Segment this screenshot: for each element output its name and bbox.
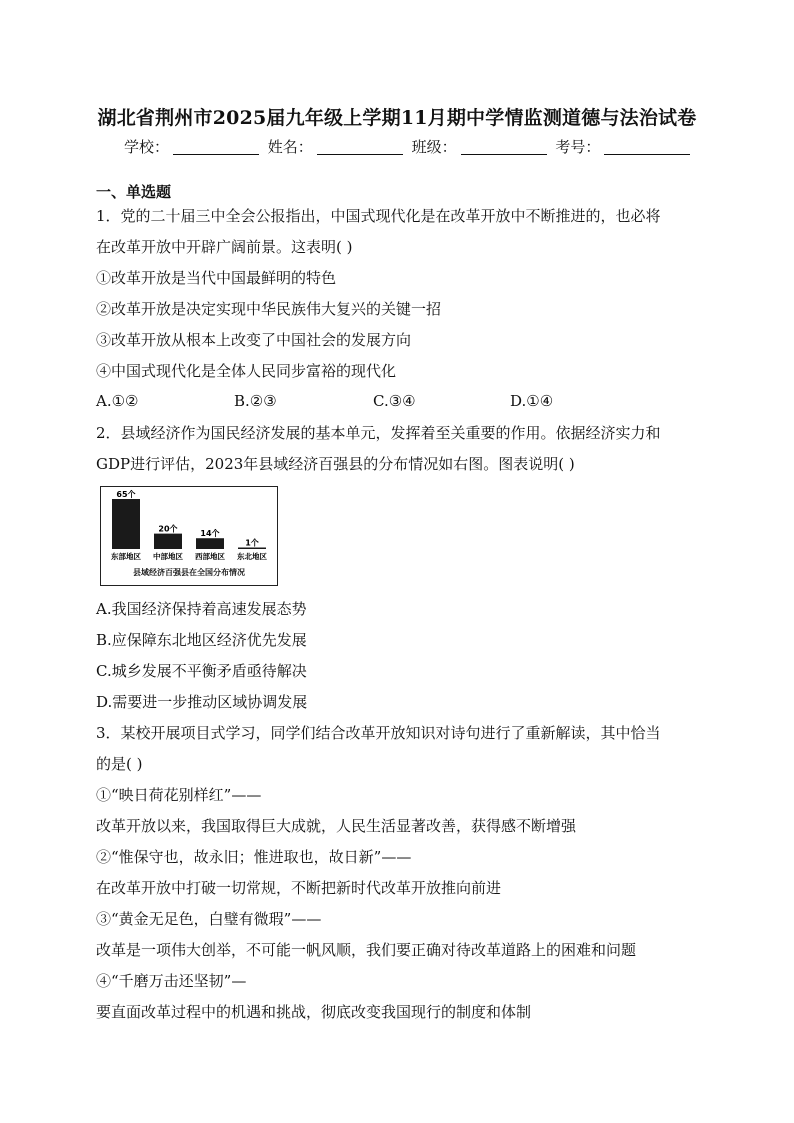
chart-category-label-1: 中部地区 bbox=[153, 552, 183, 561]
chart-data-label-1: 20个 bbox=[158, 524, 178, 534]
school-label: 学校： bbox=[124, 138, 170, 156]
distribution-chart bbox=[100, 486, 278, 586]
q3-explain-3: 改革是一项伟大创举，不可能一帆风顺，我们要正确对待改革道路上的困难和问题 bbox=[96, 941, 637, 959]
class-label: 班级： bbox=[411, 138, 457, 156]
q1-option-d[interactable]: D.①④ bbox=[510, 392, 554, 410]
q3-poem-1: ①“映日荷花别样红”—— bbox=[96, 786, 262, 804]
name-blank[interactable] bbox=[317, 140, 403, 155]
chart-category-label-2: 西部地区 bbox=[195, 552, 225, 561]
class-blank[interactable] bbox=[461, 140, 547, 155]
q3-stem-line1: 3．某校开展项目式学习，同学们结合改革开放知识对诗句进行了重新解读，其中恰当 bbox=[96, 724, 661, 742]
chart-data-label-0: 65个 bbox=[116, 490, 136, 499]
q3-poem-3: ③“黄金无足色，白璧有微瑕”—— bbox=[96, 910, 322, 928]
q1-option-c[interactable]: C.③④ bbox=[373, 392, 416, 410]
chart-title: 县域经济百强县在全国分布情况 bbox=[133, 568, 245, 577]
chart-bar-3 bbox=[238, 548, 266, 550]
q2-stem-line2: GDP进行评估，2023年县域经济百强县的分布情况如右图。图表说明( ) bbox=[96, 455, 575, 473]
chart-bar-2 bbox=[196, 538, 224, 549]
chart-data-label-2: 14个 bbox=[200, 529, 220, 539]
chart-svg bbox=[101, 487, 277, 567]
q2-option-b[interactable]: B.应保障东北地区经济优先发展 bbox=[96, 631, 307, 649]
q1-option-b[interactable]: B.②③ bbox=[234, 392, 277, 410]
q2-option-d[interactable]: D.需要进一步推动区域协调发展 bbox=[96, 693, 308, 711]
section-title: 一、单选题 bbox=[96, 183, 172, 201]
q3-stem-line2: 的是( ) bbox=[96, 755, 143, 773]
school-blank[interactable] bbox=[173, 140, 259, 155]
q1-stem-line1: 1．党的二十届三中全会公报指出，中国式现代化是在改革开放中不断推进的，也必将 bbox=[96, 207, 661, 225]
name-label: 姓名： bbox=[267, 138, 313, 156]
chart-bar-0 bbox=[112, 499, 140, 549]
q3-poem-2: ②“惟保守也，故永旧；惟进取也，故日新”—— bbox=[96, 848, 412, 866]
chart-data-label-3: 1个 bbox=[245, 538, 259, 548]
chart-bar-1 bbox=[154, 534, 182, 549]
q1-statement-4: ④中国式现代化是全体人民同步富裕的现代化 bbox=[96, 362, 397, 380]
chart-category-label-3: 东北地区 bbox=[237, 552, 267, 561]
q1-option-a[interactable]: A.①② bbox=[96, 392, 139, 410]
q1-statement-2: ②改革开放是决定实现中华民族伟大复兴的关键一招 bbox=[96, 300, 442, 318]
number-blank[interactable] bbox=[604, 140, 690, 155]
q2-option-c[interactable]: C.城乡发展不平衡矛盾亟待解决 bbox=[96, 662, 307, 680]
q1-statement-3: ③改革开放从根本上改变了中国社会的发展方向 bbox=[96, 331, 412, 349]
q3-poem-4: ④“千磨万击还坚韧”— bbox=[96, 972, 247, 990]
number-label: 考号： bbox=[555, 138, 601, 156]
chart-category-label-0: 东部地区 bbox=[111, 552, 141, 561]
q2-option-a[interactable]: A.我国经济保持着高速发展态势 bbox=[96, 600, 307, 618]
page-title: 湖北省荆州市2025届九年级上学期11月期中学情监测道德与法治试卷 bbox=[97, 107, 697, 129]
q1-statement-1: ①改革开放是当代中国最鲜明的特色 bbox=[96, 269, 337, 287]
q3-explain-2: 在改革开放中打破一切常规，不断把新时代改革开放推向前进 bbox=[96, 879, 502, 897]
student-info-row bbox=[124, 136, 694, 157]
q2-stem-line1: 2．县域经济作为国民经济发展的基本单元，发挥着至关重要的作用。依据经济实力和 bbox=[96, 424, 661, 442]
q3-explain-4: 要直面改革过程中的机遇和挑战，彻底改变我国现行的制度和体制 bbox=[96, 1003, 532, 1021]
q1-stem-line2: 在改革开放中开辟广阔前景。这表明( ) bbox=[96, 238, 353, 256]
q3-explain-1: 改革开放以来，我国取得巨大成就，人民生活显著改善，获得感不断增强 bbox=[96, 817, 577, 835]
